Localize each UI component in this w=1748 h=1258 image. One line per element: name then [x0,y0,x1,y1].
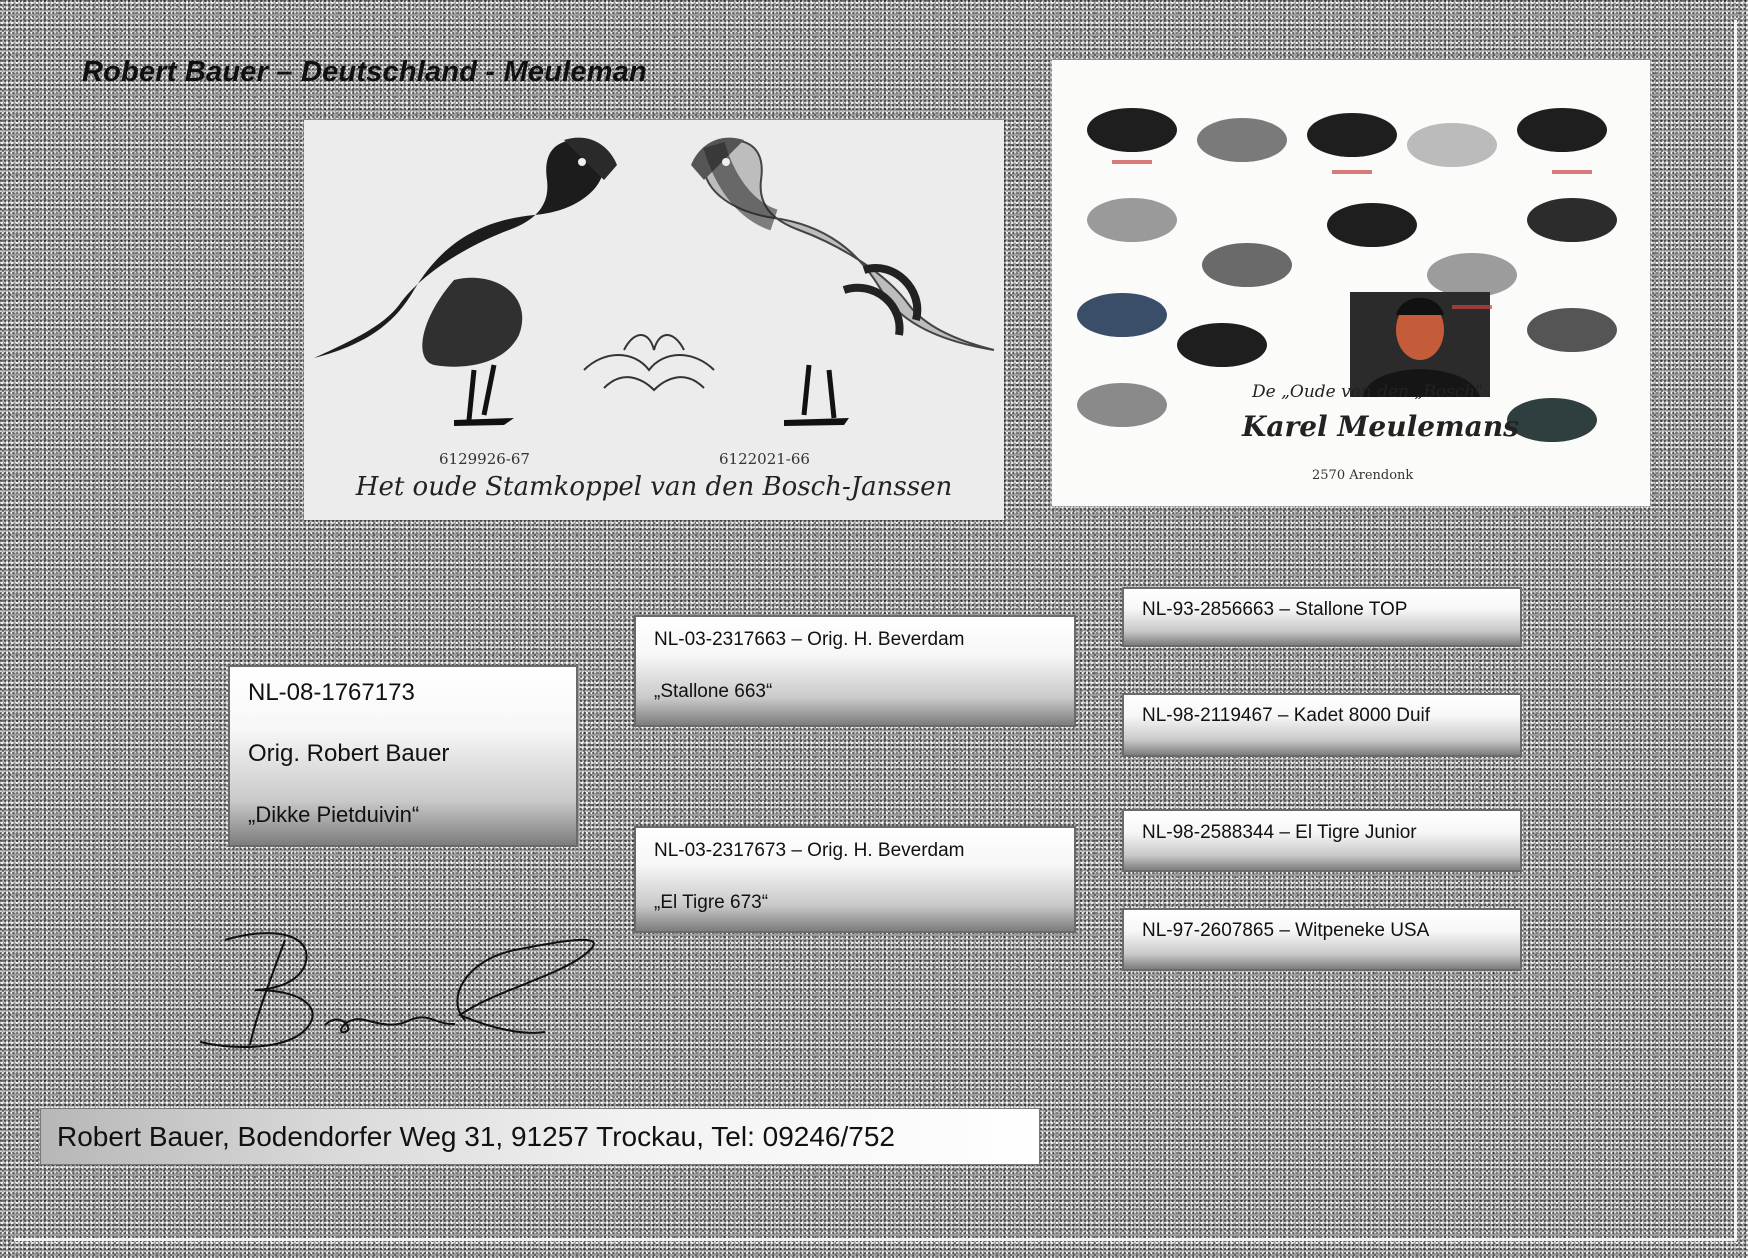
pigeon-icon [1202,243,1292,287]
pigeon-icon [1307,113,1397,157]
poster-subtitle: De „Oude van den „Bosch" [1252,382,1484,402]
poster-footer: 2570 Arendonk [1312,468,1414,483]
signature [195,920,635,1060]
feet-mark [1552,170,1592,174]
pigeon-icon [1527,308,1617,352]
feet-mark [1112,160,1152,164]
light-pigeon-icon [691,138,994,426]
pigeon-icon [1327,203,1417,247]
ornament-icon [584,335,714,390]
photo-caption: Het oude Stamkoppel van den Bosch-Janssen [355,472,953,502]
pigeon-icon [1197,118,1287,162]
pigeon-icon [1077,293,1167,337]
ring-number-left: 6129926-67 [439,450,530,468]
main-name: „Dikke Pietduivin“ [248,802,420,827]
dam-box [634,826,1076,933]
pigeon-icon [1427,253,1517,297]
main-ring-number: NL-08-1767173 [248,679,415,706]
address-text: Robert Bauer, Bodendorfer Weg 31, 91257 Trockau, Tel: 09246/752 [57,1121,895,1152]
meulemans-poster [1052,60,1650,506]
grandparent-label: NL-97-2607865 – Witpeneke USA [1142,920,1430,941]
stamkoppel-photo [304,120,1004,520]
sire-box [634,615,1076,727]
grandparent-box [1122,693,1522,757]
ring-number-right: 6122021-66 [719,450,810,468]
pigeon-icon [1087,198,1177,242]
dam-name: „El Tigre 673“ [654,892,769,913]
feet-mark [1332,170,1372,174]
address-bar [40,1108,1040,1165]
sire-name: „Stallone 663“ [654,681,773,702]
poster-name: Karel Meulemans [1242,410,1519,443]
dark-pigeon-icon [314,138,617,426]
feet-mark [1452,305,1492,309]
pigeon-icon [1407,123,1497,167]
page-title: Robert Bauer – Deutschland - Meuleman [82,56,647,88]
pigeon-icon [1087,108,1177,152]
grandparent-box [1122,587,1522,647]
main-origin: Orig. Robert Bauer [248,740,450,767]
pigeon-icon [1177,323,1267,367]
grandparent-label: NL-93-2856663 – Stallone TOP [1142,599,1408,620]
pigeon-icon [1077,383,1167,427]
pigeon-icon [1517,108,1607,152]
grandparent-box [1122,809,1522,872]
pigeon-icon [1507,398,1597,442]
dam-ring-number: NL-03-2317673 – Orig. H. Beverdam [654,840,965,861]
pigeon-pair-illustration [304,120,1004,520]
grandparent-label: NL-98-2119467 – Kadet 8000 Duif [1142,705,1431,726]
sire-ring-number: NL-03-2317663 – Orig. H. Beverdam [654,629,965,650]
main-pigeon-box [228,665,578,847]
grandparent-label: NL-98-2588344 – El Tigre Junior [1142,822,1417,843]
grandparent-box [1122,908,1522,971]
pigeon-icon [1527,198,1617,242]
